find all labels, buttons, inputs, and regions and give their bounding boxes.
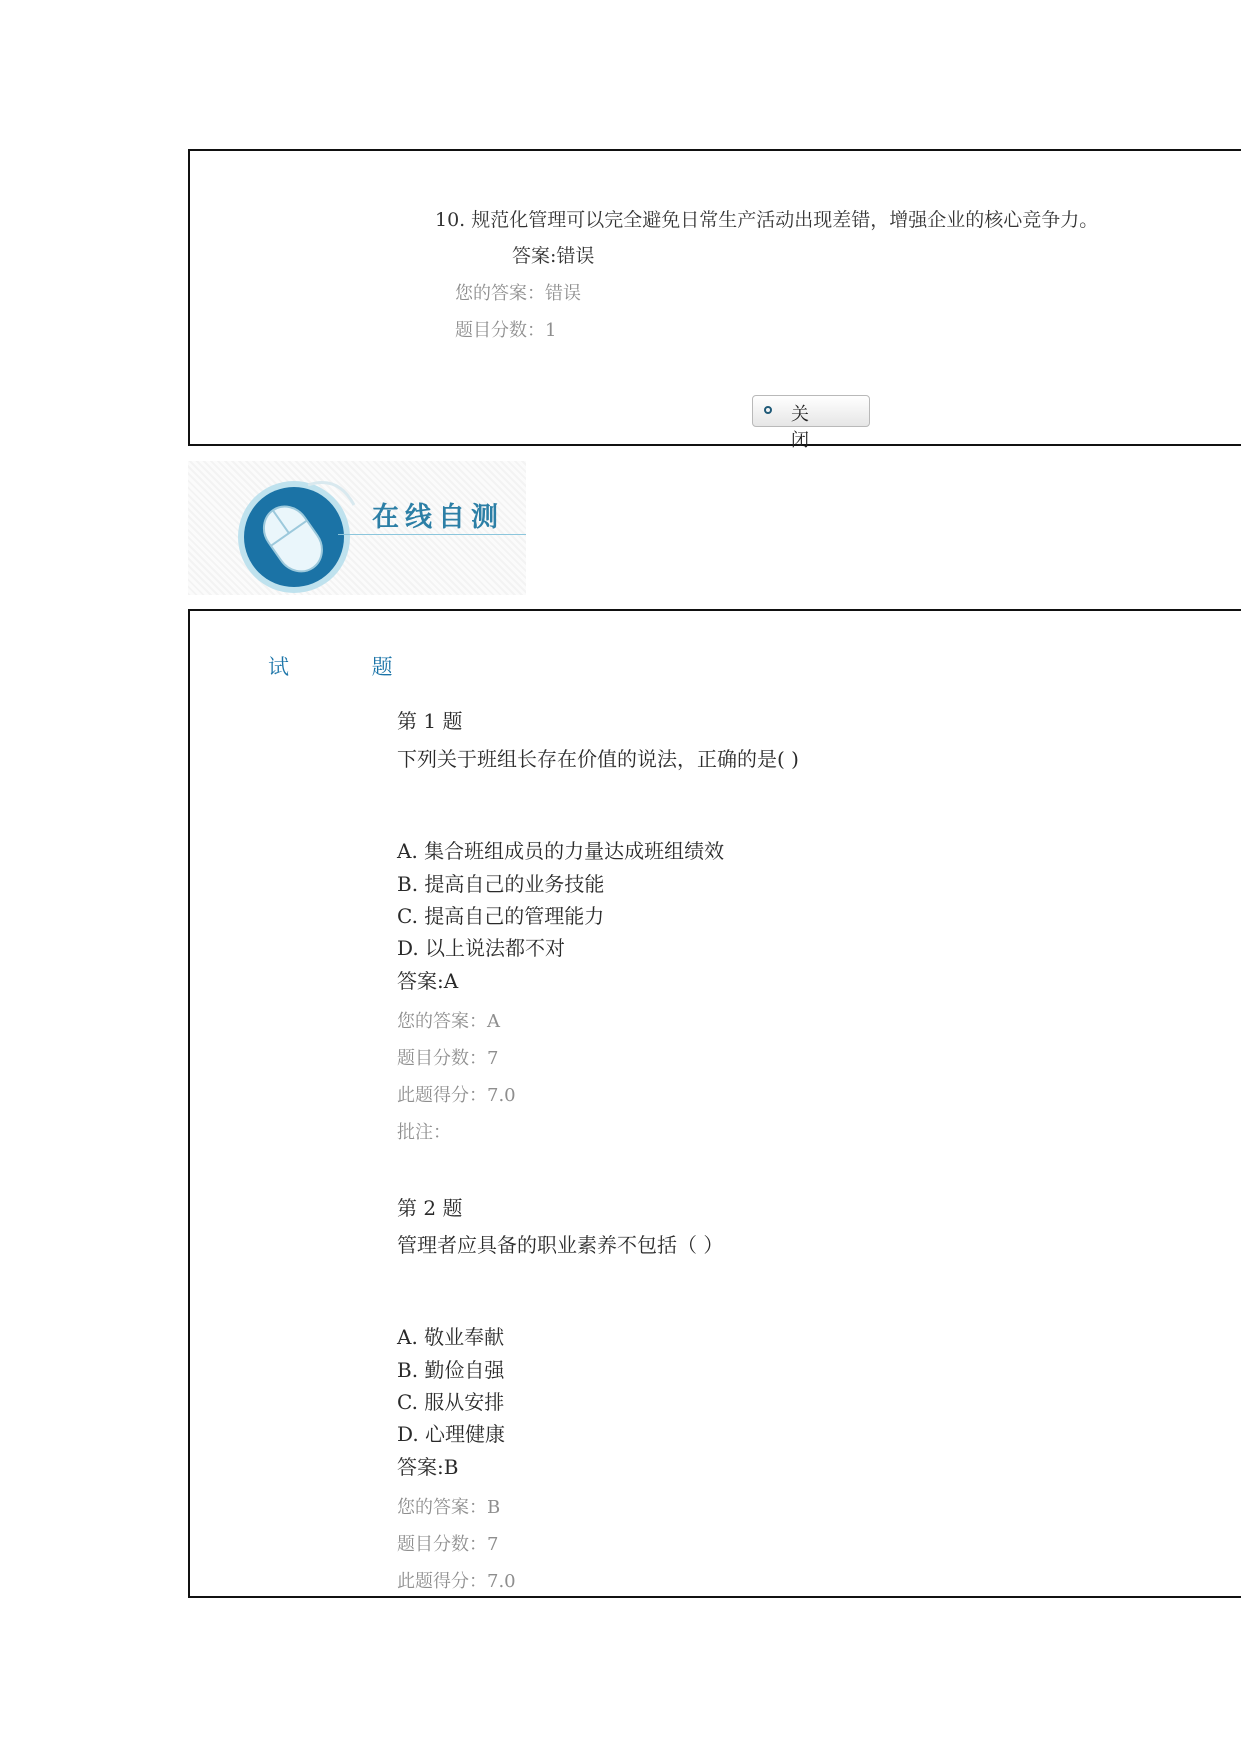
question-1-number: 第 1 题 <box>397 709 463 733</box>
question-1-option-a: A. 集合班组成员的力量达成班组绩效 <box>397 839 725 863</box>
question-10-text: 10. 规范化管理可以完全避免日常生产活动出现差错，增强企业的核心竞争力。 <box>435 209 1099 231</box>
banner-underline <box>338 534 526 535</box>
question-2-score: 题目分数：7 <box>397 1534 499 1555</box>
question-1-your-answer: 您的答案：A <box>397 1011 500 1032</box>
question-2-your-answer: 您的答案：B <box>397 1497 501 1518</box>
previous-result-panel <box>188 149 1241 451</box>
question-2-option-b: B. 勤俭自强 <box>397 1358 505 1382</box>
question-10-answer: 答案:错误 <box>512 245 595 267</box>
question-2-earned: 此题得分：7.0 <box>397 1571 516 1592</box>
question-1-text: 下列关于班组长存在价值的说法，正确的是( ) <box>397 747 799 771</box>
mouse-icon <box>238 479 358 595</box>
online-test-banner <box>188 461 526 595</box>
close-button-label: 关 闭 <box>791 404 823 451</box>
question-2-text: 管理者应具备的职业素养不包括（ ） <box>397 1233 724 1257</box>
question-2-option-d: D. 心理健康 <box>397 1422 506 1446</box>
question-2-number: 第 2 题 <box>397 1196 463 1220</box>
question-1-option-c: C. 提高自己的管理能力 <box>397 904 605 928</box>
question-2-option-a: A. 敬业奉献 <box>397 1325 505 1349</box>
radio-dot-icon <box>764 406 772 414</box>
question-1-option-d: D. 以上说法都不对 <box>397 936 566 960</box>
question-10-score: 题目分数：1 <box>455 320 557 341</box>
question-1-earned: 此题得分：7.0 <box>397 1085 516 1106</box>
question-1-option-b: B. 提高自己的业务技能 <box>397 872 605 896</box>
question-1-comment: 批注： <box>397 1122 451 1143</box>
question-1-score: 题目分数：7 <box>397 1048 499 1069</box>
question-2-option-c: C. 服从安排 <box>397 1390 505 1414</box>
question-1-answer: 答案:A <box>397 969 459 993</box>
question-10-your-answer: 您的答案：错误 <box>455 283 581 304</box>
banner-title: 在线自测 <box>372 502 504 533</box>
section-title: 试 题 <box>268 655 431 679</box>
close-button[interactable] <box>752 395 870 451</box>
question-2-answer: 答案:B <box>397 1455 459 1479</box>
test-panel <box>188 609 1241 1598</box>
